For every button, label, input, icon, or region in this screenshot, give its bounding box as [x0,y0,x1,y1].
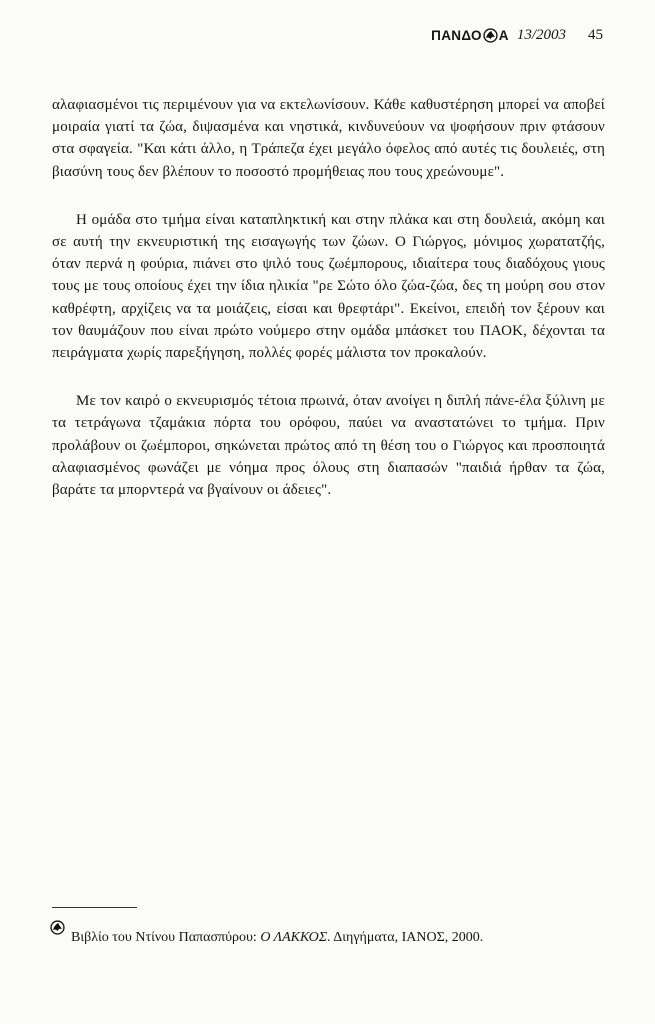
footnote-prefix: Βιβλίο του Ντίνου Παπασπύρου: [71,930,261,945]
journal-brand [431,28,509,43]
page-header [431,27,603,44]
brand-text-left: ΠΑΝΔΟ [431,28,482,43]
article-body [52,94,605,527]
pandora-bird-logo-icon [483,28,498,43]
paragraph-2: Η ομάδα στο τμήμα είναι καταπληκτική και στην πλάκα και στη δουλειά, ακόμη και σε αυτή την εκνευριστική της εισαγωγής των ζώων. Ο Γιώργος, μόνιμος χωρατατζής, όταν περνά η φούρια, πιάνει στο ψιλό τους ζωέμπορους, ιδιαίτερα τους διαδόχους γιους τους με τους οποίους έχει την ίδια ηλικία "ρε Σώτο όλο ζώα-ζώα, δες τη μούρη σου στον καθρέφτη, αρχίζεις να τα μοιάζεις, είσαι και θρεφτάρι". Εκείνοι, επειδή τον ξέρουν και τον θαυμάζουν που είναι πρώτο νούμερο στην ομάδα μπάσκετ του ΠΑΟΚ, δέχονται τα πειράγματα χωρίς παρεξήγηση, πολλές φορές μάλιστα τον προκαλούν. [52,211,605,362]
footnote-book-title: Ο ΛΑΚΚΟΣ [260,930,328,945]
footnote [50,918,610,948]
footnote-text [71,928,483,948]
paragraph-1: αλαφιασμένοι τις περιμένουν για να εκτελωνίσουν. Κάθε καθυστέρηση μπορεί να αποβεί μοιραία γιατί τα ζώα, διψασμένα και νηστικά, κινδυνεύουν να ψοφήσουν πριν φτάσουν στα σφαγεία. "Και κάτι άλλο, η Τράπεζα έχει μεγάλο όφελος από αυτές τις δουλειές, στη βιασύνη τους δεν βλέπουν το ποσοστό προμήθειας που τους χρεώνουμε". [52,97,605,180]
issue-number: 13/2003 [516,27,566,43]
brand-text-right: Α [498,28,509,43]
page-number: 45 [588,27,603,43]
footnote-suffix: . Διηγήματα, ΙΑΝΟΣ, 2000. [327,930,484,945]
pandora-bird-logo-icon [50,920,65,935]
footnote-divider [52,907,137,908]
paragraph-3: Με τον καιρό ο εκνευρισμός τέτοια πρωινά, όταν ανοίγει η διπλή πάνε-έλα ξύλινη με τα τετράγωνα τζαμάκια πόρτα του ορόφου, παύει να αναστατώνει το τμήμα. Πριν προλάβουν οι ζωέμποροι, σηκώνεται πρώτος από τη θέση του ο Γιώργος και προσποιητά αλαφιασμένος φωνάζει με νόημα προς όλους στη διαπασών "παιδιά ήρθαν τα ζώα, βαράτε τα μπορντερά να βγαίνουν οι άδειες". [52,393,605,499]
